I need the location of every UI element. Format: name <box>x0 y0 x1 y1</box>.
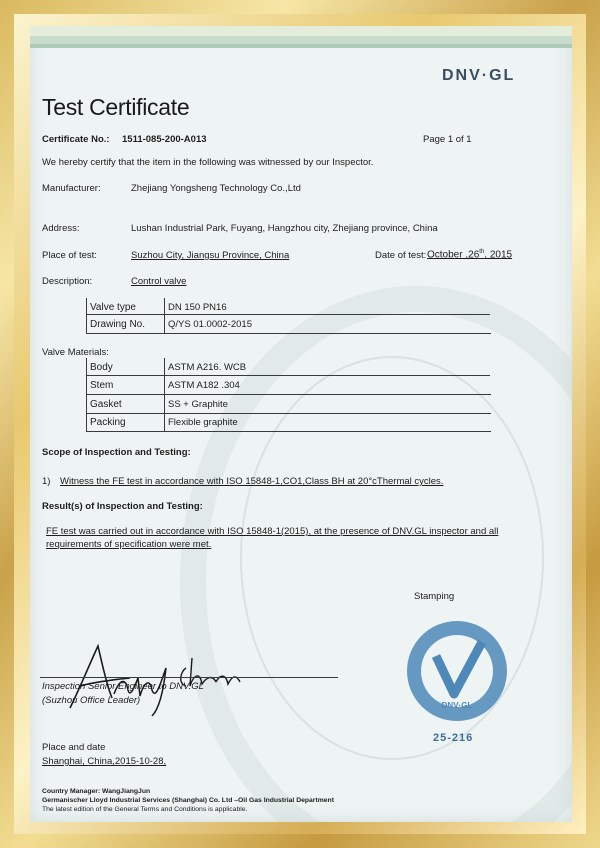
certificate-number: 1511-085-200-A013 <box>122 134 207 145</box>
description-value: Control valve <box>131 276 187 287</box>
place-of-test-value: Suzhou City, Jiangsu Province, China <box>131 250 290 261</box>
handwritten-signature <box>40 638 260 718</box>
footer-line-1: Country Manager: WangJiangJun <box>42 788 151 795</box>
address-label: Address: <box>42 223 80 234</box>
table-border <box>86 298 87 334</box>
dnv-gl-logo: DNV·GL <box>442 67 516 84</box>
description-label: Description: <box>42 276 93 287</box>
scope-item-number: 1) <box>42 476 51 487</box>
manufacturer-label: Manufacturer: <box>42 183 101 194</box>
certificate-paper <box>30 26 572 822</box>
certificate-number-label: Certificate No.: <box>42 134 110 145</box>
svg-text:DNV·GL: DNV·GL <box>441 701 473 710</box>
date-of-test-label: Date of test: <box>375 250 427 261</box>
signer-title: Inspection Senior Engineer to DNV.GL <box>42 681 204 692</box>
top-stripe <box>30 26 572 36</box>
table-border <box>164 298 165 334</box>
drawing-no-value: Q/YS 01.0002-2015 <box>168 319 252 330</box>
top-stripe <box>30 44 572 48</box>
place-date-value: Shanghai, China,2015-10-28, <box>42 756 167 767</box>
material-gasket-label: Gasket <box>90 399 122 410</box>
place-date-label: Place and date <box>42 742 106 753</box>
date-of-test-value: October ,26th, 2015 <box>427 249 513 261</box>
results-line-1: FE test was carried out in accordance with ISO 15848-1(2015), at the presence of DNV.GL inspector and all <box>46 526 499 537</box>
table-border <box>86 394 491 395</box>
material-body-value: ASTM A216. WCB <box>168 362 247 373</box>
intro-text: We hereby certify that the item in the following was witnessed by our Inspector. <box>42 157 374 168</box>
table-border <box>86 333 491 334</box>
material-packing-value: Flexible graphite <box>168 417 238 428</box>
manufacturer-value: Zhejiang Yongsheng Technology Co.,Ltd <box>131 183 301 194</box>
table-border <box>86 375 490 376</box>
material-gasket-value: SS + Graphite <box>168 399 228 410</box>
signer-office: (Suzhou Office Leader) <box>42 695 141 706</box>
material-body-label: Body <box>90 362 113 373</box>
address-value: Lushan Industrial Park, Fuyang, Hangzhou city, Zhejiang province, China <box>131 223 438 234</box>
footer-line-2: Germanischer Lloyd Industrial Services (Shanghai) Co. Ltd –Oil Gas Industrial Department <box>42 797 334 804</box>
scope-item: Witness the FE test in accordance with ISO 15848-1,CO1,Class BH at 20°cThermal cycles. <box>60 476 444 487</box>
table-border <box>86 314 490 315</box>
drawing-no-label: Drawing No. <box>90 319 146 330</box>
stamping-label: Stamping <box>414 591 455 602</box>
valve-type-value: DN 150 PN16 <box>168 302 227 313</box>
table-border <box>164 358 165 432</box>
footer-line-3: The latest edition of the General Terms and Conditions is applicable. <box>42 806 248 813</box>
table-border <box>86 413 491 414</box>
dnv-gl-stamp <box>402 616 512 726</box>
results-heading: Result(s) of Inspection and Testing: <box>42 501 203 512</box>
material-stem-label: Stem <box>90 380 114 391</box>
results-line-2: requirements of specification were met. <box>46 539 212 550</box>
place-of-test-label: Place of test: <box>42 250 97 261</box>
material-packing-label: Packing <box>90 417 126 428</box>
valve-type-label: Valve type <box>90 302 136 313</box>
page-number: Page 1 of 1 <box>423 134 472 145</box>
stamp-number: 25-216 <box>433 732 474 744</box>
top-stripe <box>30 36 572 44</box>
page-title: Test Certificate <box>42 94 190 120</box>
scope-heading: Scope of Inspection and Testing: <box>42 447 191 458</box>
table-border <box>86 358 87 432</box>
signature-line <box>40 677 338 678</box>
materials-label: Valve Materials: <box>42 347 109 358</box>
material-stem-value: ASTM A182 .304 <box>168 380 240 391</box>
table-border <box>86 431 491 432</box>
